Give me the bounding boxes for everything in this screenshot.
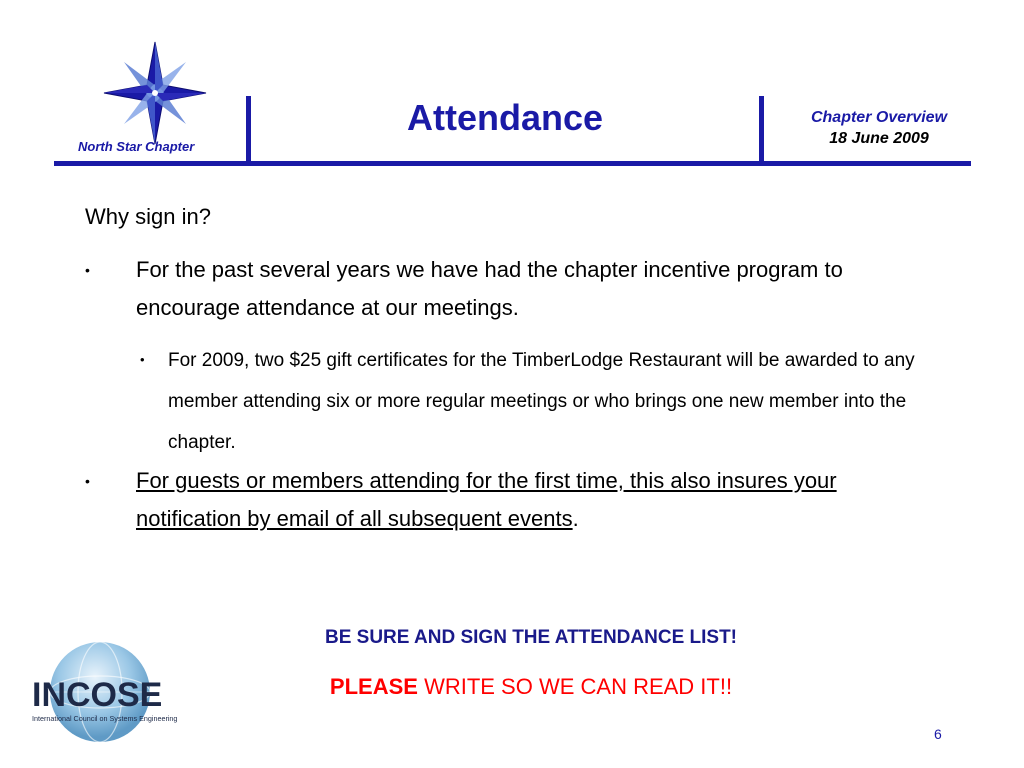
header-rule: [54, 161, 971, 166]
chapter-name: North Star Chapter: [78, 139, 195, 154]
incose-logo-subtitle: International Council on Systems Engineering: [32, 714, 178, 723]
callout-line-1: BE SURE AND SIGN THE ATTENDANCE LIST!: [324, 627, 738, 648]
bullet-text: [136, 462, 916, 538]
bullet-text: For the past several years we have had the chapter incentive program to encourage attendance at our meetings.: [136, 257, 843, 320]
bullet-dot-icon: •: [85, 262, 90, 278]
incose-logo-name: INCOSE: [32, 676, 163, 714]
sub-bullet-text: For 2009, two $25 gift certificates for the TimberLodge Restaurant will be awarded to any member attending six or more regular meetings or who brings one new member into the chapter.: [168, 350, 915, 453]
north-star-logo: [100, 38, 210, 148]
header-divider-left: [246, 96, 251, 163]
bullet-dot-icon: •: [140, 352, 145, 367]
bullet-underlined-text: For guests or members attending for the first time, this also insures your notification by email of all subsequent events: [136, 468, 837, 531]
bullet-dot-icon: •: [85, 473, 90, 489]
page-number: 6: [934, 726, 942, 742]
intro-text: Why sign in?: [85, 204, 211, 229]
bullet-tail-text: .: [572, 506, 579, 531]
callout-rest: WRITE SO WE CAN READ IT!!: [417, 674, 733, 699]
header-date: 18 June 2009: [829, 130, 929, 147]
header-info: [766, 107, 992, 149]
callout-emphasis: PLEASE: [329, 674, 418, 699]
header-subtitle: Chapter Overview: [810, 109, 948, 126]
incose-logo: [28, 640, 204, 745]
slide-title: Attendance: [406, 97, 604, 138]
header-divider-right: [759, 96, 764, 163]
